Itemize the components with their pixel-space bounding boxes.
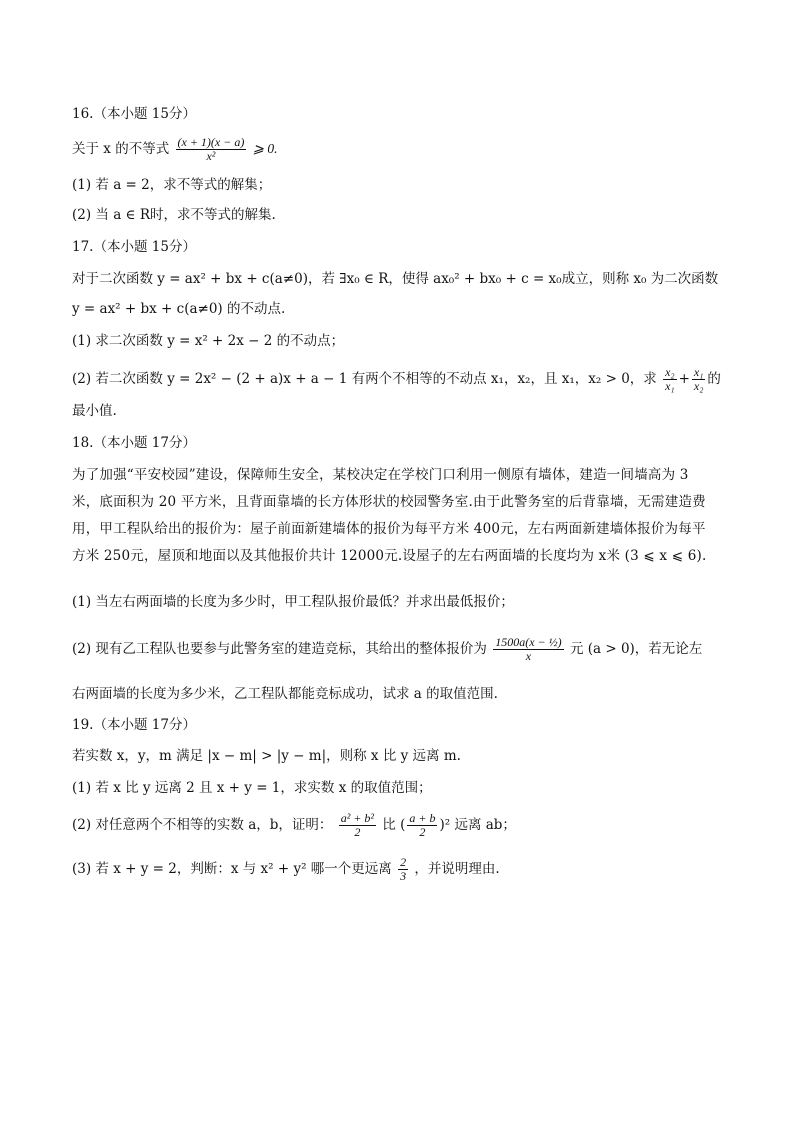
q17-part2: [72, 366, 721, 393]
q19-fraction-3: [398, 856, 408, 883]
q17-part2-post: 的: [707, 371, 721, 387]
q17-fraction-1: [663, 366, 677, 393]
q18-fraction: [493, 636, 563, 663]
q19-fraction-3-den: 3: [400, 869, 407, 883]
q19-title: 19.（本小题 17分）: [72, 717, 196, 733]
q16-part1: (1) 若 a = 2，求不等式的解集；: [72, 177, 272, 193]
q19-fraction-1: [339, 812, 376, 839]
q17-fraction-1-den: x₁: [665, 379, 675, 393]
q18-title: 18.（本小题 17分）: [72, 435, 196, 451]
q18-part2-pre: (2) 现有乙工程队也要参与此警务室的建造竞标，其给出的整体报价为: [72, 641, 487, 657]
q16-stem-post: ⩾ 0.: [252, 141, 278, 156]
q18-body-line: 方米 250元，屋顶和地面以及其他报价共计 12000元.设屋子的左右两面墙的长度均为 x米 (3 ⩽ x ⩽ 6).: [72, 548, 707, 564]
q17-part1: (1) 求二次函数 y = x² + 2x − 2 的不动点；: [72, 333, 345, 349]
q17-part2-pre: (2) 若二次函数 y = 2x² − (2 + a)x + a − 1 有两个不相等的不动点 x₁，x₂，且 x₁，x₂ > 0，求: [72, 371, 657, 387]
q18-body-line: 米，底面积为 20 平方米，且背面靠墙的长方体形状的校园警务室.由于此警务室的后背靠墙，无需建造费: [72, 494, 706, 510]
q17-plus: +: [678, 371, 690, 387]
q17-line1: 对于二次函数 y = ax² + bx + c(a≠0)，若 ∃x₀ ∈ R，使得 ax₀² + bx₀ + c = x₀成立，则称 x₀ 为二次函数: [72, 271, 719, 287]
q19-part3-pre: (3) 若 x + y = 2，判断：x 与 x² + y² 哪一个更远离: [72, 861, 392, 877]
q17-fraction-1-num: x₂: [665, 365, 675, 379]
q18-body: [72, 462, 722, 570]
q18-body-line: 为了加强“平安校园”建设，保障师生安全，某校决定在学校门口利用一侧原有墙体，建造一间墙高为 3: [72, 467, 689, 483]
q19-fraction-3-num: 2: [400, 855, 407, 869]
q19-part2-mid: 比 (: [382, 817, 406, 833]
q18-part2: [72, 636, 702, 663]
q19-fraction-1-den: 2: [354, 825, 361, 839]
q17-fraction-2-num: x₁: [693, 365, 704, 379]
q19-part2-pre: (2) 对任意两个不相等的实数 a，b，证明：: [72, 817, 333, 833]
q16-fraction-num: (x + 1)(x − a): [177, 135, 245, 149]
q17-fraction-2-den: x₂: [693, 379, 704, 393]
q18-fraction-num: 1500a(x − ½): [495, 635, 562, 649]
q19-part2-post: )² 远离 ab；: [439, 817, 516, 833]
q16-part2: (2) 当 a ∈ R时，求不等式的解集.: [72, 207, 276, 223]
q17-line2: y = ax² + bx + c(a≠0) 的不动点.: [72, 301, 286, 317]
q17-part2-line2: 最小值.: [72, 403, 117, 419]
q16-fraction: [176, 136, 247, 163]
q19-part3-post: ，并说明理由.: [414, 861, 500, 877]
q19-part2: [72, 812, 516, 839]
q19-part1: (1) 若 x 比 y 远离 2 且 x + y = 1，求实数 x 的取值范围；: [72, 780, 432, 796]
q18-part2-post: 元 (a > 0)，若无论左: [569, 641, 703, 657]
q19-fraction-2-num: a + b: [409, 811, 436, 825]
q19-part3: [72, 856, 500, 883]
q17-title: 17.（本小题 15分）: [72, 239, 196, 255]
q18-part1: (1) 当左右两面墙的长度为多少时，甲工程队报价最低？并求出最低报价；: [72, 594, 514, 610]
q19-stem: 若实数 x，y，m 满足 |x − m| > |y − m|，则称 x 比 y 远离 m.: [72, 748, 461, 764]
q19-fraction-2: [407, 812, 437, 839]
q18-fraction-den: x: [525, 649, 532, 663]
q18-body-line: 用，甲工程队给出的报价为：屋子前面新建墙体的报价为每平方米 400元，左右两面新建墙体报价为每平: [72, 521, 706, 537]
q17-fraction-2: [692, 366, 706, 393]
q16-stem: [72, 136, 277, 163]
q16-stem-pre: 关于 x 的不等式: [72, 141, 170, 157]
q19-fraction-2-den: 2: [419, 825, 426, 839]
q16-fraction-den: x²: [206, 149, 216, 163]
q16-title: 16.（本小题 15分）: [72, 106, 196, 122]
q19-fraction-1-num: a² + b²: [340, 811, 374, 825]
q18-part2-line2: 右两面墙的长度为多少米，乙工程队都能竞标成功，试求 a 的取值范围.: [72, 686, 498, 702]
